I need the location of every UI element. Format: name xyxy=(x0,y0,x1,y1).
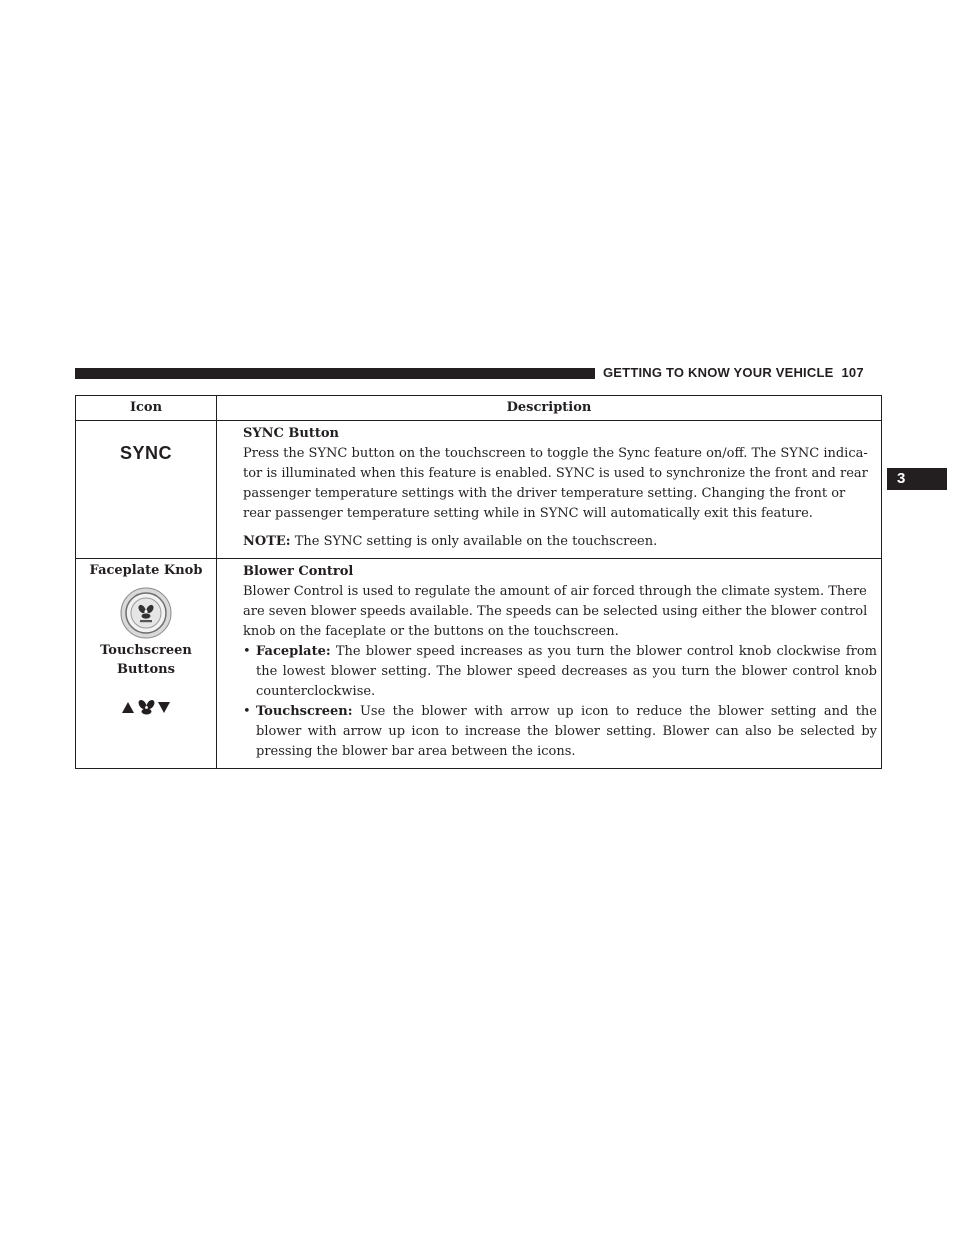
note-text: The SYNC setting is only available on the touchscreen. xyxy=(290,534,658,549)
sync-icon: SYNC xyxy=(119,443,172,463)
bullet-marker: • xyxy=(243,704,251,719)
sync-title: SYNC Button xyxy=(243,426,339,441)
table-row-sync xyxy=(76,421,882,559)
bullet-text: The blower speed increases as you turn the blower control knob clockwise from the lowest blower setting. The blower speed decreases as you turn the blower control knob counterclockwise. xyxy=(256,644,877,699)
blower-body: Blower Control is used to regulate the amount of air forced through the climate system. There are seven blower speeds available. The speeds can be selected using either the blower control knob on the faceplate or the buttons on the touchscreen. xyxy=(243,584,868,639)
section-title: GETTING TO KNOW YOUR VEHICLE xyxy=(603,365,834,380)
faceplate-knob-label: Faceplate Knob xyxy=(89,563,203,578)
blower-bullet-list xyxy=(243,642,877,762)
column-header-description: Description xyxy=(217,396,882,421)
sync-note xyxy=(243,532,877,552)
table-row-blower xyxy=(76,559,882,769)
sync-body: Press the SYNC button on the touchscreen to toggle the Sync feature on/off. The SYNC indica- tor is illuminated when this feature is enabled. SYNC is used to synchronize the front and rear passenger temperature settings with the driver temperature setting. Changing the front or rear passenger temperature setting while in SYNC will automatically exit this feature. xyxy=(243,446,868,521)
bullet-lead: Touchscreen: xyxy=(256,704,353,719)
blower-arrows-icon xyxy=(121,697,171,717)
blower-description-cell xyxy=(217,559,882,769)
bullet-text: Use the blower with arrow up icon to reduce the blower setting and the blower with arrow up icon to increase the blower setting. Blower can also be selected by pressing the blower bar area between the icons. xyxy=(256,704,877,759)
blower-knob-icon xyxy=(120,587,172,639)
sync-icon-cell xyxy=(76,421,217,559)
climate-controls-table xyxy=(75,395,882,769)
note-label: NOTE: xyxy=(243,534,291,549)
table-header-row xyxy=(76,396,882,421)
header-rule xyxy=(75,368,595,379)
bullet-lead: Faceplate: xyxy=(256,644,331,659)
list-item-touchscreen xyxy=(243,702,877,762)
blower-icon-cell xyxy=(76,559,217,769)
blower-title: Blower Control xyxy=(243,564,354,579)
running-header xyxy=(603,364,893,382)
touchscreen-buttons-label: Touchscreen Buttons xyxy=(100,643,192,677)
sync-description-cell xyxy=(217,421,882,559)
bullet-marker: • xyxy=(243,644,251,659)
chapter-tab: 3 xyxy=(887,468,947,490)
column-header-icon: Icon xyxy=(76,396,217,421)
page-number: 107 xyxy=(841,365,864,380)
list-item-faceplate xyxy=(243,642,877,702)
